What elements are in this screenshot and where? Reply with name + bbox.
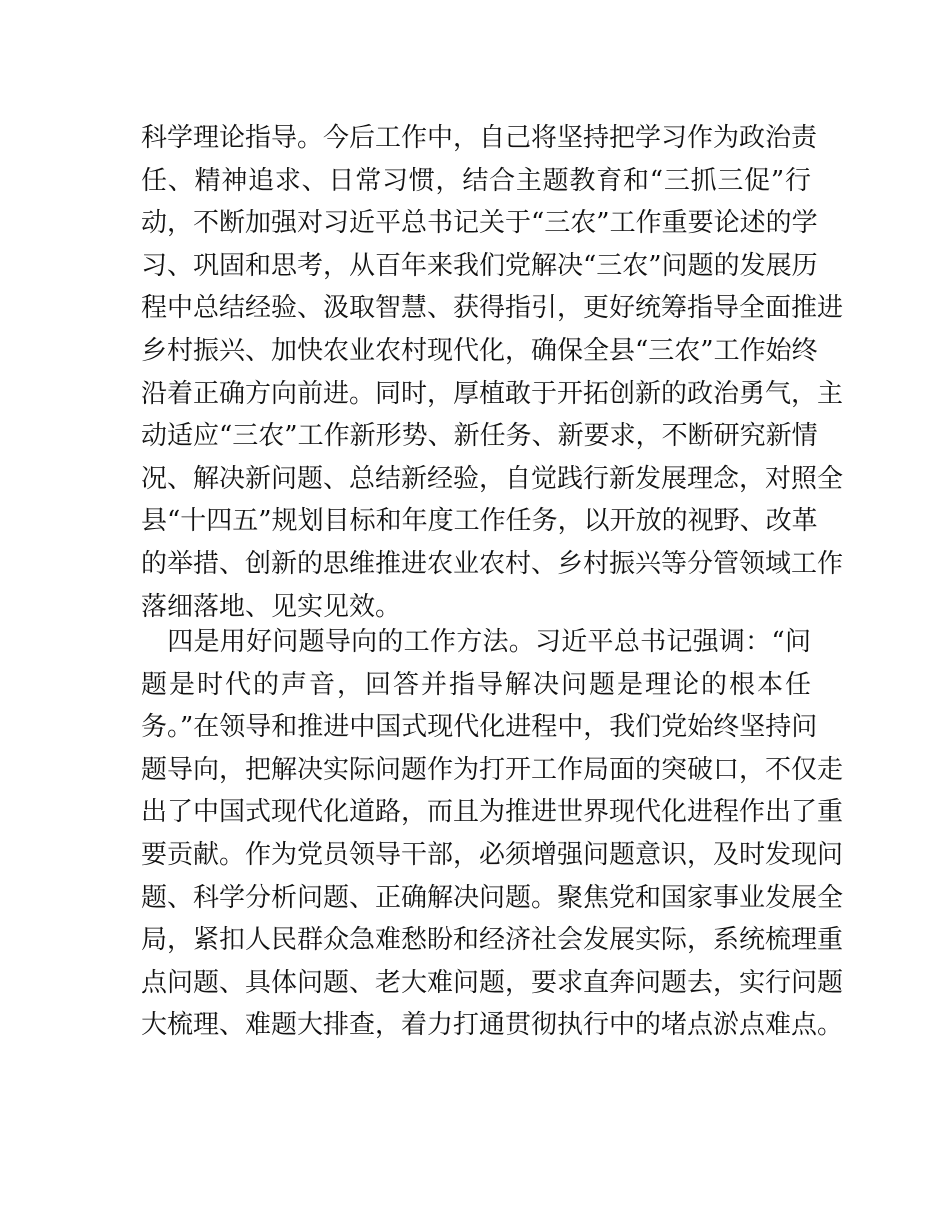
paragraph-1-line-3: 动，不断加强对习近平总书记关于“三农”工作重要论述的学 bbox=[141, 208, 818, 239]
paragraph-1-line-5: 程中总结经验、汲取智慧、获得指引，更好统筹指导全面推进 bbox=[141, 293, 844, 324]
paragraph-1-line-8: 动适应“三农”工作新形势、新任务、新要求，不断研究新情 bbox=[141, 421, 818, 452]
paragraph-1-line-1: 科学理论指导。今后工作中，自己将坚持把学习作为政治责 bbox=[141, 123, 818, 153]
paragraph-2-line-7: 题、科学分析问题、正确解决问题。聚焦党和国家事业发展全 bbox=[141, 882, 844, 913]
paragraph-1-line-2: 任、精神追求、日常习惯，结合主题教育和“三抓三促”行 bbox=[141, 165, 811, 196]
paragraph-2-line-9: 点问题、具体问题、老大难问题，要求直奔问题去，实行问题 bbox=[141, 967, 844, 998]
paragraph-1-line-12: 落细落地、见实见效。 bbox=[141, 591, 402, 622]
paragraph-1-line-6: 乡村振兴、加快农业农村现代化，确保全县“三农”工作始终 bbox=[141, 335, 818, 366]
paragraph-2-line-10: 大梳理、难题大排查，着力打通贯彻执行中的堵点淤点难点。 bbox=[141, 1010, 844, 1041]
paragraph-1-line-10: 县“十四五”规划目标和年度工作任务，以开放的视野、改革 bbox=[141, 506, 818, 537]
paragraph-2-line-8: 局，紧扣人民群众急难愁盼和经济社会发展实际，系统梳理重 bbox=[141, 925, 844, 956]
paragraph-2 bbox=[141, 621, 844, 1047]
paragraph-2-line-6: 要贡献。作为党员领导干部，必须增强问题意识，及时发现问 bbox=[141, 839, 844, 870]
paragraph-2-line-3: 务。”在领导和推进中国式现代化进程中，我们党始终坚持问 bbox=[141, 712, 818, 743]
paragraph-2-line-5: 出了中国式现代化道路，而且为推进世界现代化进程作出了重 bbox=[141, 797, 844, 828]
paragraph-2-line-1: 四是用好问题导向的工作方法。习近平总书记强调：“问 bbox=[141, 627, 811, 657]
paragraph-1-line-11: 的举措、创新的思维推进农业农村、乡村振兴等分管领域工作 bbox=[141, 548, 844, 579]
paragraph-1-line-9: 况、解决新问题、总结新经验，自觉践行新发展理念，对照全 bbox=[141, 463, 844, 494]
paragraph-2-line-4: 题导向，把解决实际问题作为打开工作局面的突破口，不仅走 bbox=[141, 754, 844, 785]
paragraph-1-line-7: 沿着正确方向前进。同时，厚植敢于开拓创新的政治勇气，主 bbox=[141, 378, 844, 409]
paragraph-2-line-2: 题是时代的声音，回答并指导解决问题是理论的根本任 bbox=[141, 669, 811, 700]
paragraph-1 bbox=[141, 117, 844, 628]
paragraph-1-line-4: 习、巩固和思考，从百年来我们党解决“三农”问题的发展历 bbox=[141, 250, 818, 281]
